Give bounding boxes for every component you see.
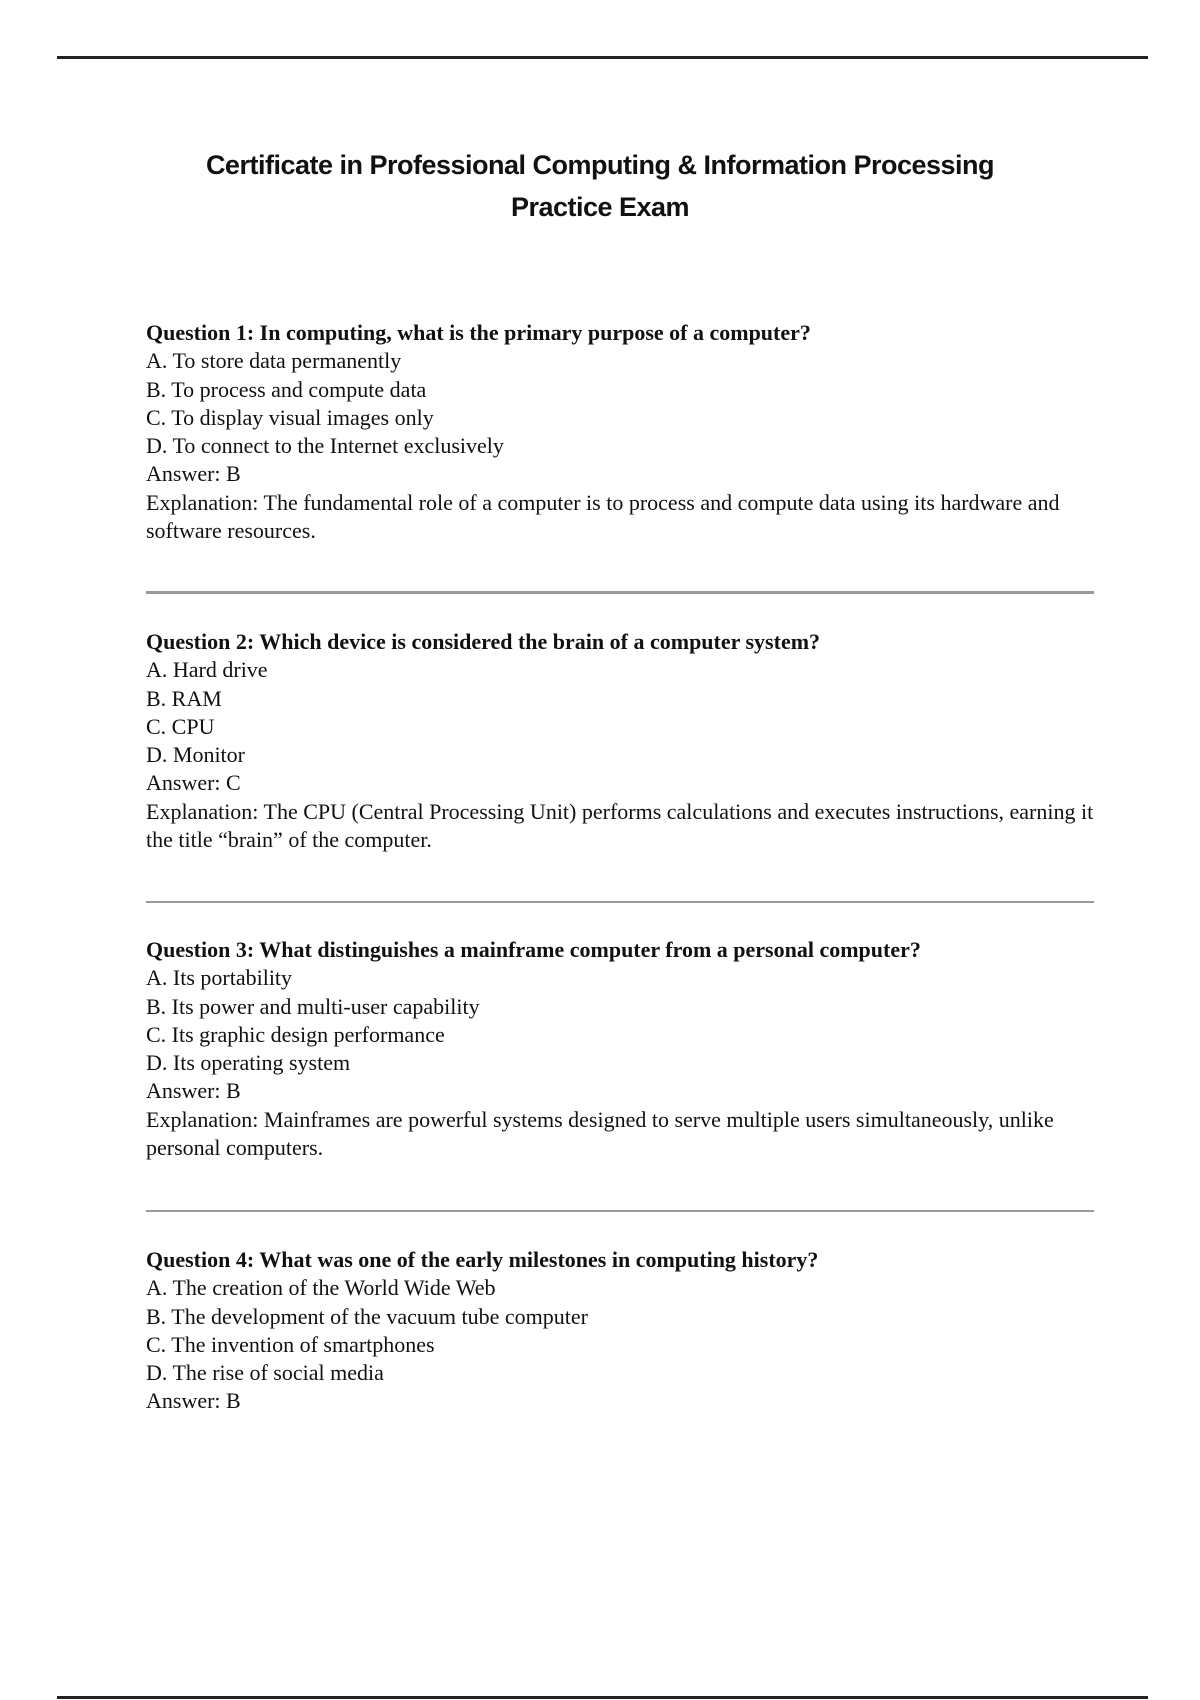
- option-c: C. The invention of smartphones: [146, 1331, 435, 1357]
- footer-rule: [57, 1696, 1148, 1699]
- option-a: A. To store data permanently: [146, 348, 402, 374]
- option-c: C. To display visual images only: [146, 404, 434, 430]
- question-heading: Question 2: Which device is considered the brain of a computer system?: [146, 629, 821, 654]
- document-subtitle: Practice Exam: [510, 192, 690, 222]
- answer: Answer: B: [146, 1078, 241, 1104]
- question-separator: [146, 901, 1094, 903]
- explanation: Explanation: Mainframes are powerful systems designed to serve multiple users simultaneously, unlike personal computers.: [146, 1106, 1054, 1161]
- question-block-1: [146, 319, 1096, 545]
- option-d: D. Monitor: [146, 742, 245, 768]
- option-b: B. RAM: [146, 685, 222, 711]
- option-d: D. To connect to the Internet exclusively: [146, 433, 504, 459]
- header-rule: [57, 56, 1148, 59]
- option-b: B. To process and compute data: [146, 376, 427, 402]
- answer: Answer: B: [146, 1388, 241, 1414]
- option-d: D. The rise of social media: [146, 1360, 384, 1386]
- question-separator: [146, 1210, 1094, 1212]
- option-a: A. The creation of the World Wide Web: [146, 1275, 496, 1301]
- answer: Answer: B: [146, 461, 241, 487]
- option-c: C. Its graphic design performance: [146, 1021, 445, 1047]
- question-heading: Question 1: In computing, what is the primary purpose of a computer?: [146, 320, 811, 345]
- question-separator: [146, 591, 1094, 594]
- option-d: D. Its operating system: [146, 1050, 351, 1076]
- explanation: Explanation: The fundamental role of a computer is to process and compute data using its hardware and software resources.: [146, 489, 1060, 544]
- question-block-3: [146, 936, 1096, 1162]
- option-b: B. The development of the vacuum tube computer: [146, 1303, 588, 1329]
- question-heading: Question 4: What was one of the early milestones in computing history?: [146, 1247, 819, 1272]
- question-block-2: [146, 628, 1096, 854]
- question-block-4: [146, 1246, 1096, 1416]
- option-a: A. Its portability: [146, 965, 293, 991]
- question-heading: Question 3: What distinguishes a mainframe computer from a personal computer?: [146, 937, 921, 962]
- answer: Answer: C: [146, 770, 241, 796]
- document-title: Certificate in Professional Computing & Information Processing: [205, 150, 995, 180]
- explanation: Explanation: The CPU (Central Processing Unit) performs calculations and executes instructions, earning it the title “brain” of the computer.: [146, 798, 1094, 853]
- option-c: C. CPU: [146, 713, 215, 739]
- option-a: A. Hard drive: [146, 657, 268, 683]
- option-b: B. Its power and multi-user capability: [146, 993, 480, 1019]
